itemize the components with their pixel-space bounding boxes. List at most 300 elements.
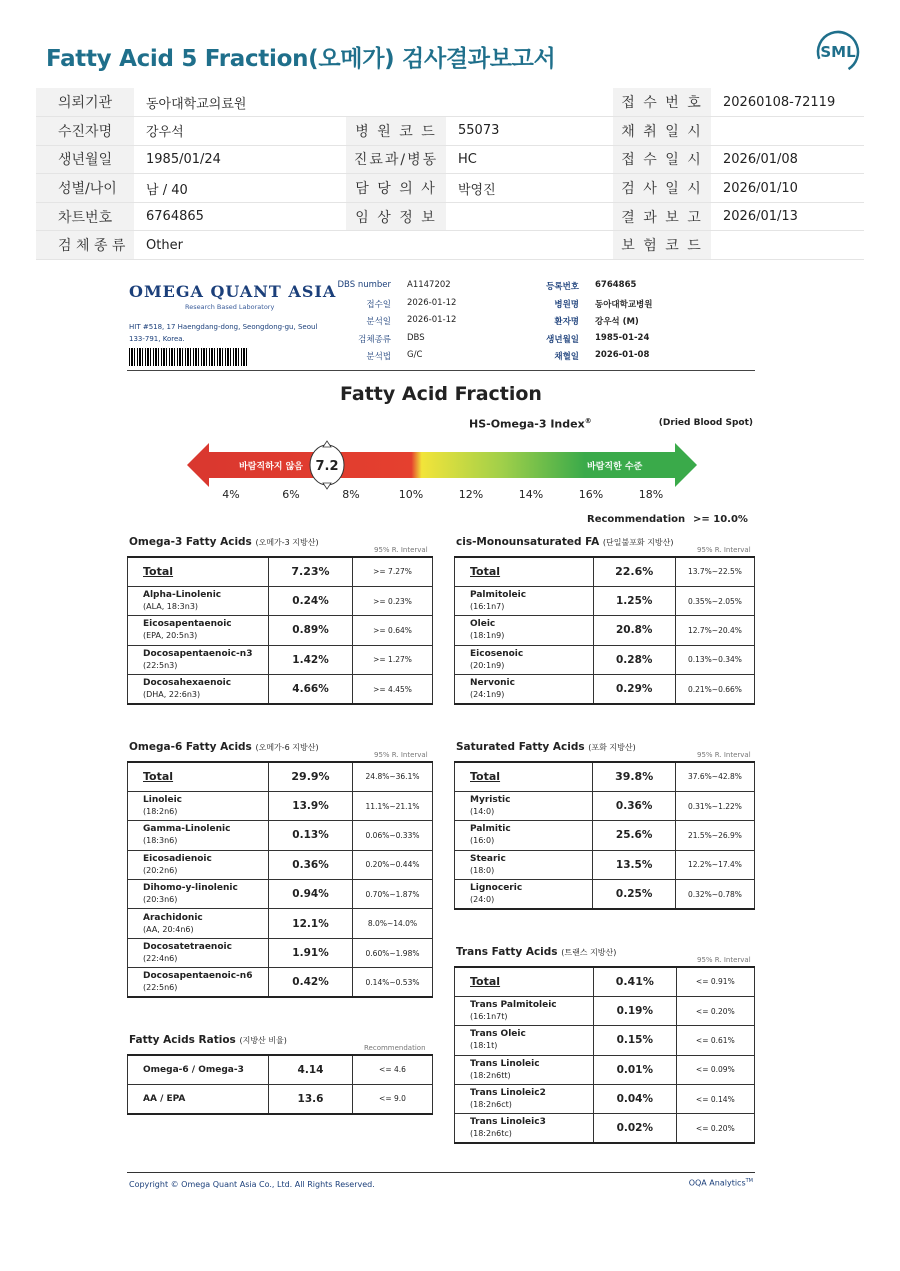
result-value: 0.25% <box>593 880 675 909</box>
table-row <box>455 645 755 674</box>
meta-key: 분석법 <box>366 352 391 362</box>
info-label: 성별/나이 <box>36 174 134 203</box>
reference-range: 0.14%~0.53% <box>353 968 433 997</box>
result-value: 0.36% <box>593 791 675 820</box>
info-label: 담 당 의 사 <box>346 174 446 203</box>
table-row <box>455 996 755 1025</box>
reference-range: <= 0.91% <box>676 967 754 996</box>
fatty-acid-name-cell <box>128 557 269 586</box>
meta-value: A1147202 <box>407 280 451 290</box>
page-title: Fatty Acid 5 Fraction(오메가) 검사결과보고서 <box>46 46 556 72</box>
reference-range: 21.5%~26.9% <box>675 821 754 850</box>
reference-range: >= 1.27% <box>353 645 433 674</box>
info-label: 진료과/병동 <box>346 145 446 174</box>
fatty-acid-name-cell <box>128 586 269 615</box>
index-marker <box>310 441 344 489</box>
table-row <box>128 880 433 909</box>
result-value: 4.14 <box>269 1055 353 1084</box>
fatty-acid-name-cell <box>128 909 269 938</box>
table-row <box>455 1085 755 1114</box>
meta-value: G/C <box>407 350 423 360</box>
oqa-brand-sub: Research Based Laboratory <box>185 303 275 311</box>
fatty-acid-name-cell <box>455 1114 594 1143</box>
fatty-acid-name-cell <box>128 821 269 850</box>
meta-key: 검체종류 <box>358 334 391 345</box>
fatty-acid-code: (20:2n6) <box>143 865 178 875</box>
table-row <box>128 557 433 586</box>
fatty-acid-name: Total <box>470 564 501 578</box>
result-value: 4.66% <box>269 675 353 704</box>
result-value: 0.02% <box>593 1114 676 1143</box>
ri-label: 95% R. Interval <box>697 751 751 759</box>
result-value: 1.91% <box>269 938 353 967</box>
meta-key: 분석일 <box>366 317 391 327</box>
fatty-acid-name-cell <box>128 968 269 997</box>
table-row <box>128 938 433 967</box>
result-value: 20.8% <box>593 616 675 645</box>
section-title-main: Omega-6 Fatty Acids <box>129 741 252 753</box>
section-title-kr: (오메가-3 지방산) <box>255 538 319 547</box>
info-row <box>36 231 864 260</box>
ratios-title <box>129 1034 287 1046</box>
fatty-acid-name: Trans Oleic <box>470 1029 526 1040</box>
tick-label: 6% <box>282 488 300 501</box>
section-title-kr: (오메가-6 지방산) <box>255 743 319 752</box>
fatty-acid-name: Trans Palmitoleic <box>470 1000 557 1011</box>
reference-range: 8.0%~14.0% <box>353 909 433 938</box>
meta-value: 1985-01-24 <box>595 332 650 343</box>
fatty-acid-name: Trans Linoleic2 <box>470 1088 546 1099</box>
oqa-brand: OMEGA QUANT ASIA <box>129 282 337 301</box>
index-value-label: 7.2 <box>315 459 339 474</box>
fatty-acid-name: Arachidonic <box>143 912 203 923</box>
fatty-acid-name-cell <box>128 1055 269 1084</box>
trademark-mark: TM <box>745 1178 753 1184</box>
fatty-acid-code: (AA, 20:4n6) <box>143 924 194 934</box>
tick-label: 14% <box>518 488 544 501</box>
reference-range: 0.31%~1.22% <box>675 791 754 820</box>
info-label: 생년월일 <box>36 145 134 174</box>
ri-label: 95% R. Interval <box>374 546 428 554</box>
info-label: 수진자명 <box>36 117 134 146</box>
section-title-main: Omega-3 Fatty Acids <box>129 536 252 548</box>
fatty-acid-code: (24:0) <box>470 895 495 904</box>
fatty-acid-name: Nervonic <box>470 678 515 688</box>
oqa-address: HIT #518, 17 Haengdang-dong, Seongdong-gu, Seoul 133-791, Korea. <box>129 323 318 343</box>
saturated-title <box>456 741 636 753</box>
table-row <box>455 967 755 996</box>
result-value: 0.36% <box>269 850 353 879</box>
table-row <box>128 791 433 820</box>
info-value: 동아대학교의료원 <box>134 88 346 117</box>
ri-label: 95% R. Interval <box>697 956 751 964</box>
tick-label: 4% <box>222 488 240 501</box>
fatty-acid-code: (18:2n6tt) <box>470 1070 511 1080</box>
fatty-acid-name-cell <box>128 791 269 820</box>
result-value: 7.23% <box>269 557 353 586</box>
table-row <box>128 850 433 879</box>
fatty-acid-code: (18:1t) <box>470 1041 498 1051</box>
fatty-acid-name-cell <box>128 762 269 791</box>
info-value: 2026/01/10 <box>711 174 864 203</box>
info-value <box>446 231 613 260</box>
ratios-table <box>127 1054 433 1115</box>
reference-range: 37.6%~42.8% <box>675 762 754 791</box>
oqa-analytics-text: OQA Analytics <box>688 1178 746 1188</box>
meta-key: 병원명 <box>554 299 579 310</box>
info-label: 채 취 일 시 <box>613 117 711 146</box>
result-value: 0.41% <box>593 967 676 996</box>
cismono-title <box>456 536 674 548</box>
table-row <box>455 1026 755 1055</box>
fatty-acid-name: Dihomo-y-linolenic <box>143 883 238 894</box>
reference-range: 0.13%~0.34% <box>675 645 754 674</box>
info-value: HC <box>446 145 613 174</box>
meta-value: 2026-01-08 <box>595 350 650 360</box>
fatty-acid-name-cell <box>128 850 269 879</box>
omega6-title <box>129 741 319 753</box>
fatty-acid-name-cell <box>455 675 594 704</box>
fatty-acid-code: (16:0) <box>470 836 495 846</box>
result-value: 13.9% <box>269 791 353 820</box>
footer-divider <box>127 1172 755 1173</box>
reference-range: >= 0.64% <box>353 616 433 645</box>
result-value: 0.94% <box>269 880 353 909</box>
info-value: 6764865 <box>134 202 346 231</box>
table-row <box>455 821 755 850</box>
info-value: 강우석 <box>134 117 346 146</box>
result-value: 13.5% <box>593 850 675 879</box>
reference-range: <= 0.20% <box>676 1114 754 1143</box>
info-label: 결 과 보 고 <box>613 202 711 231</box>
fatty-acid-code: (22:5n6) <box>143 983 178 993</box>
fatty-acid-name-cell <box>455 791 593 820</box>
fatty-acid-name: Total <box>143 769 174 783</box>
meta-key: 등록번호 <box>546 282 579 292</box>
fatty-acid-name-cell <box>455 880 593 909</box>
sml-logo-text: SML <box>820 43 856 61</box>
tick-label: 16% <box>578 488 604 501</box>
info-row <box>36 145 864 174</box>
fatty-acid-name: Total <box>143 564 174 578</box>
omega6-table <box>127 761 433 998</box>
fatty-acid-name: Docosahexaenoic <box>143 678 232 688</box>
fatty-acid-code: (16:1n7) <box>470 602 505 612</box>
reference-range: 0.21%~0.66% <box>675 675 754 704</box>
fatty-acid-code: (24:1n9) <box>470 690 505 699</box>
fatty-acid-name: Oleic <box>470 619 496 630</box>
fatty-acid-name: Stearic <box>470 853 506 864</box>
info-label: 의뢰기관 <box>36 88 134 117</box>
reference-range: >= 0.23% <box>353 586 433 615</box>
fatty-acid-name-cell <box>455 996 594 1025</box>
result-value: 0.29% <box>593 675 675 704</box>
result-value: 1.25% <box>593 586 675 615</box>
fatty-acid-code: (14:0) <box>470 807 495 817</box>
copyright-text: Copyright © Omega Quant Asia Co., Ltd. All Rights Reserved. <box>129 1180 375 1189</box>
info-value: 2026/01/13 <box>711 202 864 231</box>
reference-range: <= 0.20% <box>676 996 754 1025</box>
table-row <box>128 821 433 850</box>
meta-value: DBS <box>407 332 425 343</box>
fraction-title: Fatty Acid Fraction <box>340 383 542 405</box>
fatty-acid-name: Total <box>470 769 501 783</box>
tick-label: 18% <box>638 488 664 501</box>
fatty-acid-code: (22:4n6) <box>143 954 178 964</box>
fatty-acid-code: (ALA, 18:3n3) <box>143 602 199 612</box>
info-value: 박영진 <box>446 174 613 203</box>
fatty-acid-name-cell <box>455 762 593 791</box>
registered-mark: ® <box>584 417 592 425</box>
fatty-acid-name-cell <box>455 586 594 615</box>
meta-value: 강우석 (M) <box>595 317 639 327</box>
table-row <box>128 968 433 997</box>
section-title-main: Trans Fatty Acids <box>456 946 558 958</box>
info-label: 보 험 코 드 <box>613 231 711 260</box>
fatty-acid-name: Linoleic <box>143 795 183 806</box>
reference-range: >= 4.45% <box>353 675 433 704</box>
fatty-acid-name: Eicosapentaenoic <box>143 619 232 630</box>
info-label: 병 원 코 드 <box>346 117 446 146</box>
meta-value: 2026-01-12 <box>407 315 457 325</box>
table-row <box>128 1084 433 1113</box>
fatty-acid-code: (20:3n6) <box>143 895 178 905</box>
result-value: 0.28% <box>593 645 675 674</box>
fatty-acid-name: Eicosenoic <box>470 648 524 659</box>
meta-key: 접수일 <box>366 299 391 310</box>
table-row <box>455 675 755 704</box>
fatty-acid-name: Gamma-Linolenic <box>143 824 231 835</box>
fatty-acid-name: Eicosadienoic <box>143 853 212 864</box>
result-value: 25.6% <box>593 821 675 850</box>
fatty-acid-name-cell <box>455 1026 594 1055</box>
table-row <box>455 1055 755 1084</box>
result-value: 0.19% <box>593 996 676 1025</box>
reference-range: 0.20%~0.44% <box>353 850 433 879</box>
fatty-acid-name: Lignoceric <box>470 883 523 893</box>
fatty-acid-code: (DHA, 22:6n3) <box>143 690 201 699</box>
reference-range: <= 4.6 <box>353 1055 433 1084</box>
meta-value: 동아대학교병원 <box>595 299 653 310</box>
dried-blood-spot-label: (Dried Blood Spot) <box>658 418 753 428</box>
table-row <box>128 616 433 645</box>
arrow-right-label: 바람직한 수준 <box>587 462 643 472</box>
fatty-acid-name: Docosapentaenoic-n6 <box>143 971 253 982</box>
fatty-acid-name-cell <box>455 821 593 850</box>
fatty-acid-name-cell <box>128 645 269 674</box>
fatty-acid-name: Alpha-Linolenic <box>143 590 222 601</box>
section-title-kr: (트랜스 지방산) <box>561 948 617 957</box>
table-row <box>128 1055 433 1084</box>
omega3-index-arrow <box>187 438 703 498</box>
omega3-title <box>129 536 319 548</box>
reference-range: 13.7%~22.5% <box>675 557 754 586</box>
fatty-acid-code: (18:1n9) <box>470 631 505 641</box>
fatty-acid-name-cell <box>128 938 269 967</box>
sml-logo <box>812 28 864 76</box>
header-divider <box>127 370 755 371</box>
fatty-acid-name: Omega-6 / Omega-3 <box>143 1064 244 1075</box>
info-label: 접 수 번 호 <box>613 88 711 117</box>
reference-range: <= 0.09% <box>676 1055 754 1084</box>
fatty-acid-code: (18:0) <box>470 865 495 875</box>
info-row <box>36 88 864 117</box>
meta-key: 생년월일 <box>546 334 579 345</box>
reference-range: <= 0.14% <box>676 1085 754 1114</box>
fatty-acid-name-cell <box>455 967 594 996</box>
info-value: 55073 <box>446 117 613 146</box>
info-label: 접 수 일 시 <box>613 145 711 174</box>
table-row <box>455 850 755 879</box>
fatty-acid-name: Docosapentaenoic-n3 <box>143 648 253 659</box>
info-value <box>711 117 864 146</box>
ri-label: Recommendation <box>364 1044 426 1052</box>
info-value: 20260108-72119 <box>711 88 864 117</box>
info-label <box>346 231 446 260</box>
saturated-table <box>454 761 755 910</box>
omega3-table <box>127 556 433 705</box>
table-row <box>455 586 755 615</box>
table-row <box>455 557 755 586</box>
fatty-acid-code: (20:1n9) <box>470 660 505 670</box>
fatty-acid-name: Docosatetraenoic <box>143 942 232 953</box>
meta-value: 2026-01-12 <box>407 297 457 308</box>
fatty-acid-name-cell <box>455 557 594 586</box>
fatty-acid-name-cell <box>128 1084 269 1113</box>
result-value: 22.6% <box>593 557 675 586</box>
info-value <box>711 231 864 260</box>
fatty-acid-name-cell <box>455 616 594 645</box>
fatty-acid-name: Palmitoleic <box>470 590 527 601</box>
meta-value: 6764865 <box>595 280 637 290</box>
recommendation-value: >= 10.0% <box>693 514 748 525</box>
section-title-kr: (지방산 비율) <box>239 1036 287 1045</box>
fatty-acid-name-cell <box>455 645 594 674</box>
result-value: 0.15% <box>593 1026 676 1055</box>
info-row <box>36 117 864 146</box>
info-value: 남 / 40 <box>134 174 346 203</box>
fatty-acid-name: Trans Linoleic3 <box>470 1117 546 1128</box>
fatty-acid-name-cell <box>455 1085 594 1114</box>
fatty-acid-code: (EPA, 20:5n3) <box>143 631 198 641</box>
info-value: Other <box>134 231 346 260</box>
fatty-acid-code: (22:5n3) <box>143 660 178 670</box>
hs-omega3-title <box>469 417 592 431</box>
fatty-acid-name: Total <box>470 974 501 988</box>
ri-label: 95% R. Interval <box>374 751 428 759</box>
table-row <box>128 675 433 704</box>
table-row <box>455 880 755 909</box>
section-title-main: Fatty Acids Ratios <box>129 1034 236 1046</box>
fatty-acid-name: Myristic <box>470 795 511 806</box>
fatty-acid-code: (18:2n6ct) <box>470 1100 512 1110</box>
reference-range: 11.1%~21.1% <box>353 791 433 820</box>
result-value: 0.24% <box>269 586 353 615</box>
section-title-kr: (단일불포화 지방산) <box>602 538 674 547</box>
tick-label: 10% <box>398 488 424 501</box>
table-row <box>455 616 755 645</box>
fatty-acid-code: (18:2n6tc) <box>470 1129 512 1139</box>
result-value: 29.9% <box>269 762 353 791</box>
oqa-analytics-label <box>689 1178 753 1188</box>
section-title-main: Saturated Fatty Acids <box>456 741 585 753</box>
result-value: 39.8% <box>593 762 675 791</box>
reference-range: 0.06%~0.33% <box>353 821 433 850</box>
tick-label: 12% <box>458 488 484 501</box>
reference-range: 0.32%~0.78% <box>675 880 754 909</box>
fatty-acid-code: (18:3n6) <box>143 836 178 846</box>
info-label: 검 사 일 시 <box>613 174 711 203</box>
reference-range: 0.60%~1.98% <box>353 938 433 967</box>
fatty-acid-code: (16:1n7t) <box>470 1012 508 1022</box>
info-row <box>36 202 864 231</box>
reference-range: 0.35%~2.05% <box>675 586 754 615</box>
trans-title <box>456 946 616 958</box>
fatty-acid-code: (18:2n6) <box>143 807 178 817</box>
result-value: 12.1% <box>269 909 353 938</box>
fatty-acid-name-cell <box>128 675 269 704</box>
info-label: 검 체 종 류 <box>36 231 134 260</box>
info-row <box>36 174 864 203</box>
fatty-acid-name-cell <box>455 1055 594 1084</box>
hs-omega3-title-text: HS-Omega-3 Index <box>469 417 585 431</box>
tick-label: 8% <box>342 488 360 501</box>
meta-key: DBS number <box>337 280 391 290</box>
table-row <box>455 762 755 791</box>
fatty-acid-name: Trans Linoleic <box>470 1058 540 1069</box>
reference-range: <= 0.61% <box>676 1026 754 1055</box>
fatty-acid-name-cell <box>455 850 593 879</box>
result-value: 0.42% <box>269 968 353 997</box>
trans-table <box>454 966 755 1144</box>
barcode-image <box>129 348 247 366</box>
cismono-table <box>454 556 755 705</box>
result-value: 0.01% <box>593 1055 676 1084</box>
patient-info-table <box>36 88 864 260</box>
result-value: 13.6 <box>269 1084 353 1113</box>
reference-range: <= 9.0 <box>353 1084 433 1113</box>
reference-range: 0.70%~1.87% <box>353 880 433 909</box>
reference-range: 24.8%~36.1% <box>353 762 433 791</box>
table-row <box>455 791 755 820</box>
table-row <box>128 909 433 938</box>
info-value <box>446 202 613 231</box>
fatty-acid-name: AA / EPA <box>143 1093 186 1104</box>
table-row <box>128 762 433 791</box>
result-value: 0.89% <box>269 616 353 645</box>
result-value: 0.13% <box>269 821 353 850</box>
info-label: 차트번호 <box>36 202 134 231</box>
fatty-acid-name-cell <box>128 880 269 909</box>
info-label <box>346 88 446 117</box>
info-value: 2026/01/08 <box>711 145 864 174</box>
meta-key: 채혈일 <box>554 352 579 362</box>
reference-range: 12.7%~20.4% <box>675 616 754 645</box>
recommendation-label: Recommendation <box>587 514 686 525</box>
arrow-left-label: 바람직하지 않음 <box>239 462 303 472</box>
table-row <box>128 586 433 615</box>
meta-key: 환자명 <box>554 317 579 327</box>
info-label: 임 상 정 보 <box>346 202 446 231</box>
result-value: 0.04% <box>593 1085 676 1114</box>
reference-range: 12.2%~17.4% <box>675 850 754 879</box>
table-row <box>128 645 433 674</box>
fatty-acid-name: Palmitic <box>470 824 511 835</box>
fatty-acid-name-cell <box>128 616 269 645</box>
ri-label: 95% R. Interval <box>697 546 751 554</box>
info-value <box>446 88 613 117</box>
info-value: 1985/01/24 <box>134 145 346 174</box>
